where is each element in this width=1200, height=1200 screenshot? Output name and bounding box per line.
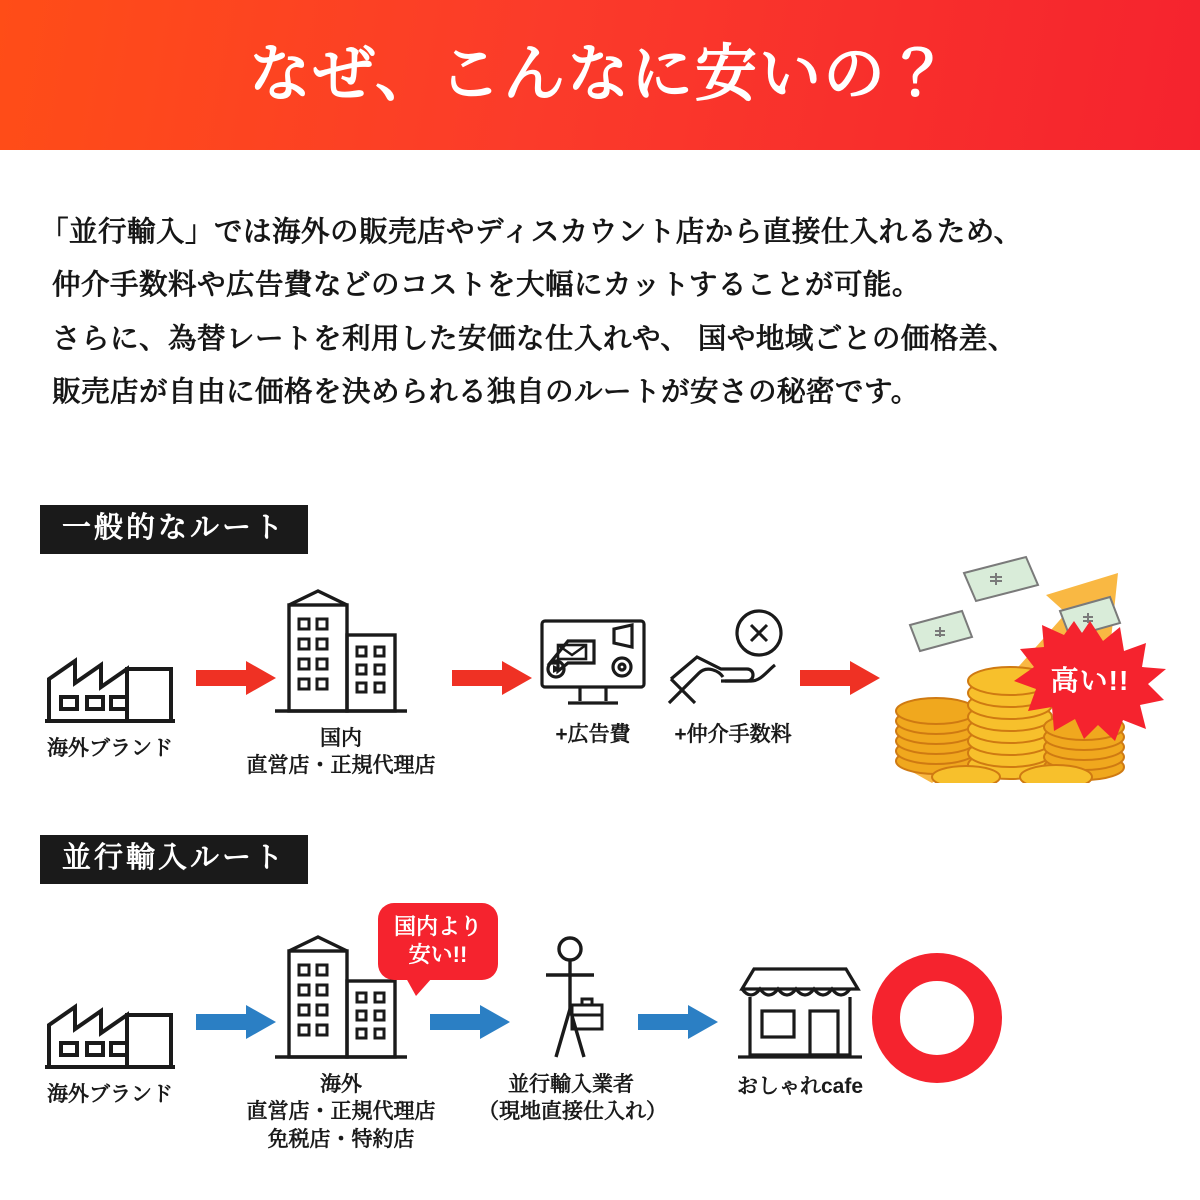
general-route-badge: 一般的なルート — [40, 505, 308, 554]
importer-person-icon — [478, 929, 664, 1061]
general-node-brand — [22, 613, 198, 762]
parallel-node-importer-label: 並行輸入業者 （現地直接仕入れ） — [478, 1073, 667, 1124]
cheaper-callout-label: 国内より 安い!! — [394, 914, 483, 967]
general-node-commission — [648, 599, 818, 748]
factory-icon — [22, 613, 198, 725]
general-node-domestic-store-label: 国内 直営店・正規代理店 — [246, 727, 436, 778]
commission-hand-icon — [648, 599, 818, 711]
office-building-icon — [232, 583, 450, 715]
parallel-route-flow — [0, 913, 1200, 1151]
advertising-icon — [518, 599, 668, 711]
parallel-node-brand — [22, 959, 198, 1108]
factory-icon — [22, 959, 198, 1071]
general-node-commission-label: +仲介手数料 — [674, 723, 792, 746]
general-node-brand-label: 海外ブランド — [47, 737, 173, 760]
general-arrow-3 — [800, 661, 880, 700]
parallel-route-badge: 並行輸入ルート — [40, 835, 308, 884]
lead-line-2: 仲介手数料や広告費などのコストを大幅にカットすることが可能。 — [52, 269, 921, 302]
lead-line-4: 販売店が自由に価格を決められる独自のルートが安さの秘密です。 — [52, 375, 920, 408]
general-node-advertising — [518, 599, 668, 748]
lead-line-1: 「並行輸入」では海外の販売店やディスカウント店から直接仕入れるため、 — [40, 216, 1023, 248]
lead-line-3: さらに、為替レートを利用した安価な仕入れや、 国や地域ごとの価格差、 — [52, 322, 1017, 355]
parallel-node-importer — [478, 929, 667, 1126]
expensive-callout-badge — [1014, 621, 1166, 741]
general-route-flow — [0, 583, 1200, 803]
parallel-node-overseas-store-label: 海外 直営店・正規代理店 免税店・特約店 — [246, 1073, 436, 1151]
parallel-node-cafe-label: おしゃれcafe — [736, 1075, 864, 1098]
general-node-domestic-store — [232, 583, 450, 780]
cheap-result-ring-icon — [872, 953, 1002, 1083]
shop-storefront-icon — [700, 951, 900, 1063]
page-header — [0, 0, 1200, 150]
expensive-callout-label: 高い!! — [1050, 665, 1130, 696]
parallel-node-brand-label: 海外ブランド — [47, 1083, 173, 1106]
parallel-node-cafe — [700, 951, 900, 1100]
lead-paragraph — [40, 212, 1160, 413]
general-node-advertising-label: +広告費 — [555, 723, 631, 746]
page-title: なぜ、こんなに安いの？ — [248, 40, 952, 109]
